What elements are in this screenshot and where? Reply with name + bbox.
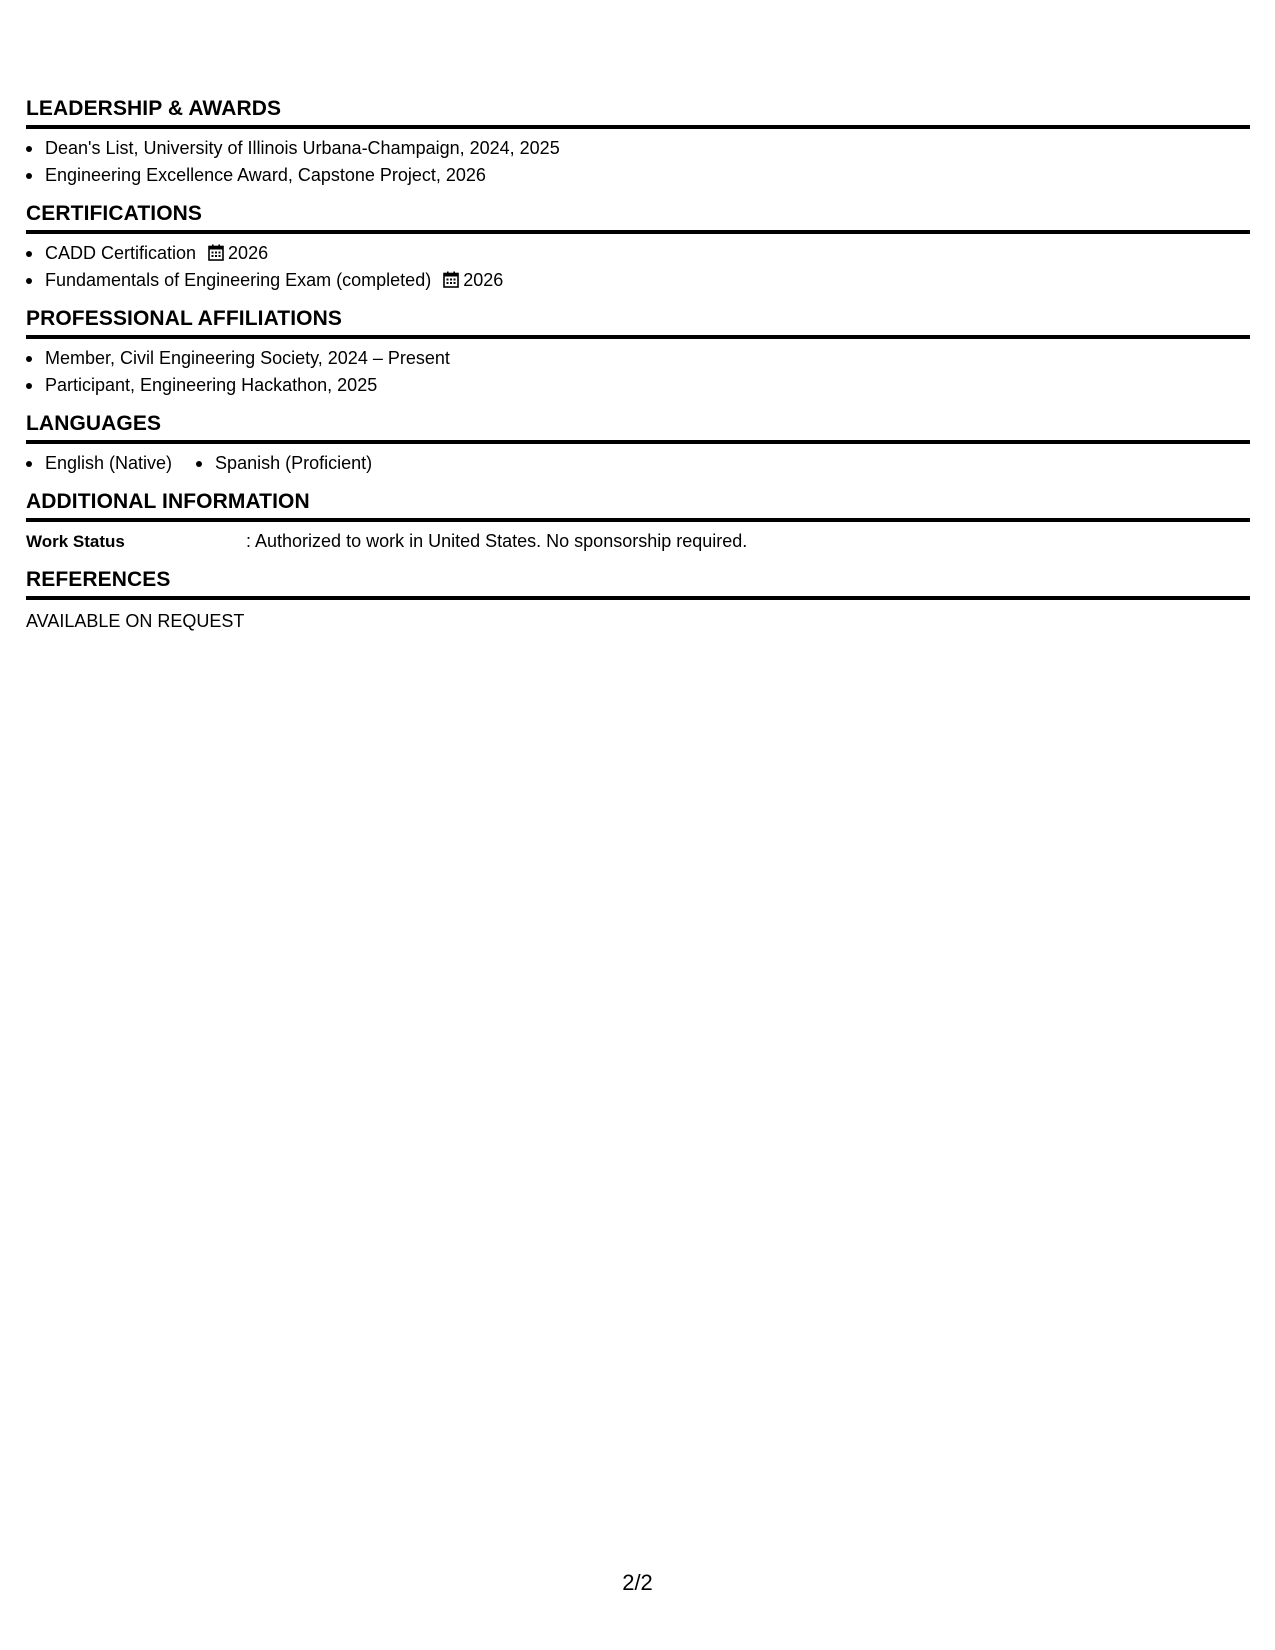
section-title-references: REFERENCES bbox=[26, 567, 1250, 600]
list-item bbox=[26, 240, 1250, 267]
list-item bbox=[26, 135, 1250, 162]
list-item bbox=[26, 267, 1250, 294]
bullet-icon bbox=[26, 356, 32, 362]
section-title-leadership-awards: LEADERSHIP & AWARDS bbox=[26, 96, 1250, 129]
leadership-awards-list bbox=[26, 135, 1250, 189]
affiliation-text: Participant, Engineering Hackathon, 2025 bbox=[45, 375, 378, 395]
certification-year: 2026 bbox=[228, 243, 269, 263]
certifications-list bbox=[26, 240, 1250, 294]
award-text: Dean's List, University of Illinois Urbana-Champaign, 2024, 2025 bbox=[45, 138, 560, 158]
section-title-certifications: CERTIFICATIONS bbox=[26, 201, 1250, 234]
list-item bbox=[26, 372, 1250, 399]
leadership-awards-section bbox=[26, 96, 1250, 189]
professional-affiliations-section bbox=[26, 306, 1250, 399]
certification-name: CADD Certification bbox=[45, 243, 197, 263]
section-title-additional-information: ADDITIONAL INFORMATION bbox=[26, 489, 1250, 522]
page-number: 2/2 bbox=[622, 1570, 653, 1595]
additional-information-section bbox=[26, 489, 1250, 555]
calendar-icon bbox=[208, 244, 224, 261]
section-title-professional-affiliations: PROFESSIONAL AFFILIATIONS bbox=[26, 306, 1250, 339]
references-section bbox=[26, 567, 1250, 635]
calendar-icon bbox=[443, 271, 459, 288]
bullet-icon bbox=[26, 251, 32, 257]
bullet-icon bbox=[26, 278, 32, 284]
bullet-icon bbox=[26, 461, 32, 467]
certifications-section bbox=[26, 201, 1250, 294]
list-item bbox=[26, 345, 1250, 372]
languages-list bbox=[26, 450, 1250, 477]
resume-page bbox=[26, 96, 1250, 647]
work-status-row bbox=[26, 528, 1250, 555]
language-item bbox=[26, 450, 172, 477]
bullet-icon bbox=[196, 461, 202, 467]
language-text: Spanish (Proficient) bbox=[215, 453, 373, 473]
certification-year: 2026 bbox=[463, 270, 504, 290]
languages-section bbox=[26, 411, 1250, 477]
affiliation-text: Member, Civil Engineering Society, 2024 – Present bbox=[45, 348, 450, 368]
work-status-label: Work Status bbox=[26, 532, 125, 551]
bullet-icon bbox=[26, 383, 32, 389]
bullet-icon bbox=[26, 146, 32, 152]
work-status-value: : Authorized to work in United States. No sponsorship required. bbox=[246, 531, 748, 551]
list-item bbox=[26, 162, 1250, 189]
affiliations-list bbox=[26, 345, 1250, 399]
language-text: English (Native) bbox=[45, 453, 173, 473]
section-title-languages: LANGUAGES bbox=[26, 411, 1250, 444]
bullet-icon bbox=[26, 173, 32, 179]
certification-name: Fundamentals of Engineering Exam (completed) bbox=[45, 270, 432, 290]
references-text: AVAILABLE ON REQUEST bbox=[26, 611, 245, 631]
award-text: Engineering Excellence Award, Capstone Project, 2026 bbox=[45, 165, 486, 185]
language-item bbox=[196, 450, 372, 477]
